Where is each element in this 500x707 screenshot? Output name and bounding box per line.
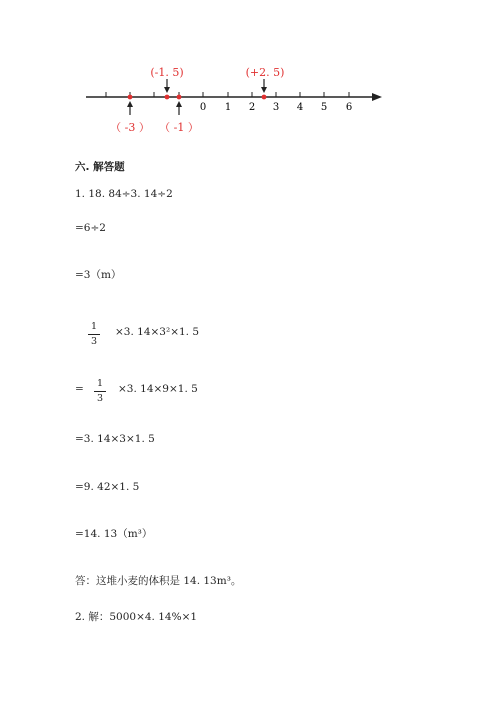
tick-label-4: 4 xyxy=(296,102,304,113)
point-neg-1-5 xyxy=(165,95,170,100)
step-3-expression: ×3. 14×3²×1. 5 xyxy=(115,326,200,338)
tick-label-3: 3 xyxy=(272,102,280,113)
up-arrow-icon xyxy=(127,101,133,115)
tick-label-1: 1 xyxy=(224,102,232,113)
tick-label-2: 2 xyxy=(248,102,256,113)
annotation-neg-1: （ -1 ） xyxy=(159,121,199,134)
step-4-equals: = xyxy=(75,383,84,395)
step-5: =3. 14×3×1. 5 xyxy=(75,433,155,445)
step-1: =6÷2 xyxy=(75,222,106,234)
question-2: 2. 解：5000×4. 14%×1 xyxy=(75,611,198,623)
fraction-bar xyxy=(88,334,100,335)
number-line-arrowhead xyxy=(372,93,382,101)
fraction-numerator: 1 xyxy=(90,321,98,332)
tick-label-6: 6 xyxy=(345,102,353,113)
tick-label-5: 5 xyxy=(320,102,328,113)
fraction-denominator: 3 xyxy=(96,393,104,404)
annotation-neg-3: （ -3 ） xyxy=(110,121,150,134)
step-6: =9. 42×1. 5 xyxy=(75,481,140,493)
fraction-one-third xyxy=(88,321,100,348)
step-2: =3（m） xyxy=(75,269,122,281)
point-pos-2-5 xyxy=(262,95,267,100)
down-arrow-icon xyxy=(164,79,170,93)
fraction-numerator: 1 xyxy=(96,378,104,389)
number-line xyxy=(86,66,382,134)
step-4-expression: ×3. 14×9×1. 5 xyxy=(118,383,198,395)
fraction-bar xyxy=(94,391,106,392)
annotation-neg-1-5: (-1. 5) xyxy=(150,66,184,79)
tick-label-0: 0 xyxy=(199,102,207,113)
step-7: =14. 13（m³） xyxy=(75,528,153,540)
fraction-one-third xyxy=(94,378,106,405)
question-1: 1. 18. 84÷3. 14÷2 xyxy=(75,188,173,200)
down-arrow-icon xyxy=(261,79,267,93)
up-arrow-icon xyxy=(176,101,182,115)
section-title: 六. 解答题 xyxy=(75,161,125,173)
annotation-pos-2-5: (+2. 5) xyxy=(245,66,285,79)
fraction-denominator: 3 xyxy=(90,336,98,347)
number-line-figure xyxy=(0,0,500,150)
point-neg-1 xyxy=(177,95,182,100)
point-neg-3 xyxy=(128,95,133,100)
answer-1: 答：这堆小麦的体积是 14. 13m³。 xyxy=(75,575,242,587)
